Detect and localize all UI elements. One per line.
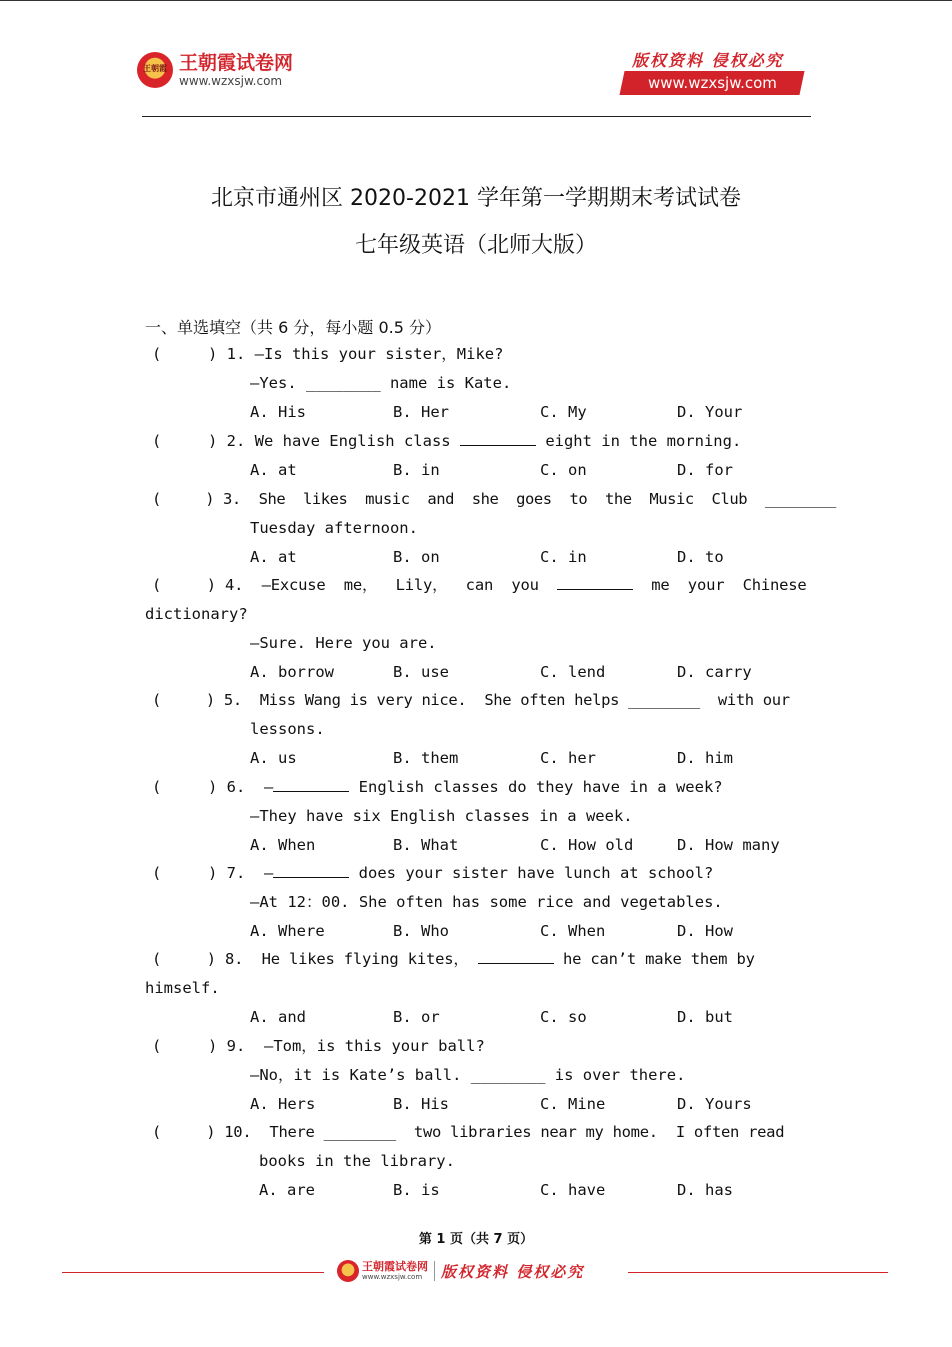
- q8-option-b: B. or: [393, 1008, 440, 1026]
- answer-blank: [557, 575, 633, 590]
- q9-option-a: A. Hers: [250, 1095, 316, 1113]
- q5-option-d: D. him: [677, 749, 733, 767]
- q4-option-c: C. lend: [540, 663, 606, 681]
- q6-option-c: C. How old: [540, 836, 634, 854]
- seal-icon: [137, 52, 173, 88]
- footer-line-right: [628, 1272, 888, 1273]
- q7-option-c: C. When: [540, 922, 606, 940]
- q2-option-a: A. at: [250, 461, 297, 479]
- q7-option-d: D. How: [677, 922, 733, 940]
- q9-option-c: C. Mine: [540, 1095, 606, 1113]
- section-heading: 一、单选填空（共 6 分，每小题 0.5 分）: [145, 318, 441, 337]
- q2-line1: [152, 431, 741, 451]
- header-divider: [142, 116, 811, 117]
- footer-rights: 版权资料 侵权必究: [441, 1262, 585, 1281]
- q1-option-b: B. Her: [393, 403, 449, 421]
- q4-option-a: A. borrow: [250, 663, 334, 681]
- exam-subtitle: 七年级英语（北师大版）: [354, 233, 597, 258]
- site-logo: [137, 52, 293, 88]
- q5-option-c: C. her: [540, 749, 596, 767]
- q7-option-a: A. Where: [250, 922, 325, 940]
- q9-line2: —No，it is Kate’s ball. ________ is over there.: [250, 1066, 686, 1084]
- q4-line1: [152, 575, 807, 595]
- q5-line1: ( ) 5. Miss Wang is very nice. She often helps ________ with our: [152, 691, 790, 709]
- q10-option-b: B. is: [393, 1181, 440, 1199]
- answer-blank: [460, 431, 536, 446]
- footer-logo: [337, 1260, 584, 1282]
- footer-brand-name: 王朝霞试卷网: [362, 1260, 428, 1273]
- q5-line2: lessons.: [250, 720, 325, 738]
- answer-blank: [478, 949, 554, 964]
- footer-line-left: [62, 1272, 324, 1273]
- footer-brand: [362, 1261, 428, 1281]
- exam-title: 北京市通州区 2020-2021 学年第一学期期末考试试卷: [211, 186, 741, 211]
- q10-line2: books in the library.: [259, 1152, 455, 1170]
- q3-option-c: C. in: [540, 548, 587, 566]
- brand-name: 王朝霞试卷网: [179, 52, 294, 74]
- q3-option-a: A. at: [250, 548, 297, 566]
- q6-option-d: D. How many: [677, 836, 780, 854]
- q8-line1: [152, 949, 755, 969]
- q2-option-d: D. for: [677, 461, 733, 479]
- q7-line1: [152, 863, 713, 883]
- q6-option-b: B. What: [393, 836, 459, 854]
- q4-option-d: D. carry: [677, 663, 752, 681]
- q6-text-pre: ( ) 6. —: [152, 778, 274, 796]
- q7-text-pre: ( ) 7. —: [152, 864, 274, 882]
- seal-text: 王朝霞: [143, 64, 167, 73]
- rights-notice: 版权资料 侵权必究: [632, 51, 784, 70]
- q3-option-b: B. on: [393, 548, 440, 566]
- q8-line2: himself.: [145, 979, 220, 997]
- q3-option-d: D. to: [677, 548, 724, 566]
- q7-line2: —At 12：00. She often has some rice and vegetables.: [250, 893, 723, 911]
- q10-option-c: C. have: [540, 1181, 606, 1199]
- q1-option-c: C. My: [540, 403, 587, 421]
- q1-option-a: A. His: [250, 403, 306, 421]
- q6-line1: [152, 777, 723, 797]
- q8-option-d: D. but: [677, 1008, 733, 1026]
- q9-line1: ( ) 9. —Tom，is this your ball?: [152, 1037, 485, 1055]
- q4-option-b: B. use: [393, 663, 449, 681]
- answer-blank: [273, 863, 349, 878]
- q9-option-b: B. His: [393, 1095, 449, 1113]
- q4-text-pre: ( ) 4. —Excuse me， Lily， can you: [152, 576, 539, 594]
- q8-text-post: he can’t make them by: [562, 950, 755, 968]
- q2-text-pre: ( ) 2. We have English class: [152, 432, 451, 450]
- q6-line2: —They have six English classes in a week.: [250, 807, 633, 825]
- q2-option-c: C. on: [540, 461, 587, 479]
- q4-text-post: me your Chinese: [651, 576, 807, 594]
- q3-line1: ( ) 3. She likes music and she goes to the Music Club ________: [152, 490, 836, 508]
- top-border: [0, 0, 952, 1]
- q3-line2: Tuesday afternoon.: [250, 519, 418, 537]
- footer-separator: [434, 1261, 435, 1281]
- q5-option-a: A. us: [250, 749, 297, 767]
- q8-option-a: A. and: [250, 1008, 306, 1026]
- q6-text-post: English classes do they have in a week?: [358, 778, 723, 796]
- q7-option-b: B. Who: [393, 922, 449, 940]
- q5-option-b: B. them: [393, 749, 459, 767]
- page-number: 第 1 页（共 7 页）: [418, 1232, 534, 1247]
- logo-text: [179, 52, 293, 88]
- q4-line2: dictionary?: [145, 605, 248, 623]
- q10-option-a: A. are: [259, 1181, 315, 1199]
- footer-brand-url: www.wzxsjw.com: [362, 1273, 423, 1281]
- q8-text-pre: ( ) 8. He likes flying kites，: [152, 950, 469, 968]
- q2-text-post: eight in the morning.: [545, 432, 742, 450]
- q2-option-b: B. in: [393, 461, 440, 479]
- q6-option-a: A. When: [250, 836, 316, 854]
- q8-option-c: C. so: [540, 1008, 587, 1026]
- answer-blank: [273, 777, 349, 792]
- url-banner: [619, 71, 804, 95]
- q1-option-d: D. Your: [677, 403, 743, 421]
- brand-url: www.wzxsjw.com: [179, 74, 283, 88]
- footer-seal-icon: [337, 1260, 359, 1282]
- q4-line3: —Sure. Here you are.: [250, 634, 437, 652]
- q7-text-post: does your sister have lunch at school?: [358, 864, 714, 882]
- q10-option-d: D. has: [677, 1181, 733, 1199]
- q9-option-d: D. Yours: [677, 1095, 752, 1113]
- url-banner-text: www.wzxsjw.com: [647, 74, 777, 92]
- q10-line1: ( ) 10. There ________ two libraries near my home. I often read: [152, 1123, 785, 1141]
- q1-line1: ( ) 1. —Is this your sister，Mike?: [152, 345, 504, 363]
- q1-line2: —Yes. ________ name is Kate.: [250, 374, 512, 392]
